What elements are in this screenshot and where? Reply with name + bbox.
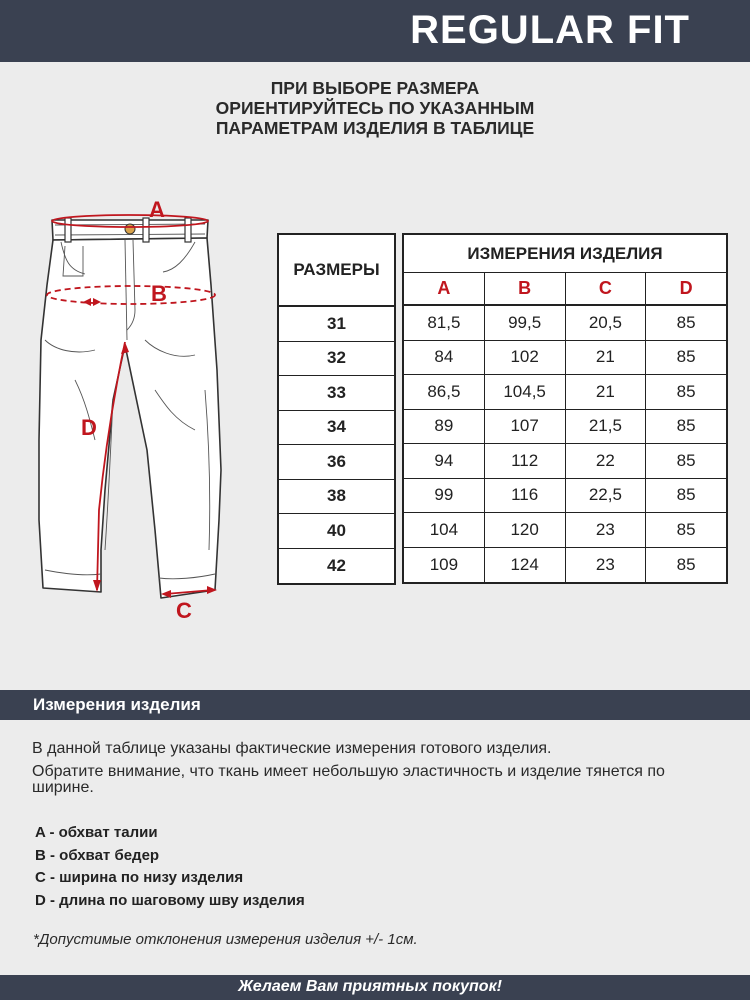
sizes-header: РАЗМЕРЫ bbox=[279, 235, 394, 307]
cell-d: 85 bbox=[676, 450, 696, 470]
cell-b: 112 bbox=[485, 444, 566, 478]
intro-line-1: ПРИ ВЫБОРЕ РАЗМЕРА bbox=[270, 78, 480, 98]
section-title: Измерения изделия bbox=[33, 695, 201, 714]
label-a: A bbox=[149, 197, 165, 222]
tolerance-note: *Допустимые отклонения измерения изделия +/- 1см. bbox=[33, 931, 418, 948]
table-row bbox=[404, 375, 726, 410]
cell-c: 21,5 bbox=[566, 410, 647, 444]
bottom-banner bbox=[0, 975, 750, 1000]
sizes-table bbox=[277, 233, 396, 585]
size-cell: 38 bbox=[279, 480, 394, 515]
measurements-header: ИЗМЕРЕНИЯ ИЗДЕЛИЯ bbox=[404, 235, 726, 273]
cell-a: 99 bbox=[404, 479, 485, 513]
cell-b: 102 bbox=[485, 341, 566, 375]
size-cell: 42 bbox=[327, 555, 346, 575]
cell-d: 85 bbox=[676, 554, 696, 574]
cell-a: 104 bbox=[404, 513, 485, 547]
cell-c: 23 bbox=[566, 548, 647, 583]
cell-c: 21 bbox=[566, 375, 647, 409]
measurement-legend bbox=[35, 822, 305, 912]
cell-a: 86,5 bbox=[404, 375, 485, 409]
cell-c: 23 bbox=[566, 513, 647, 547]
description-paragraph-2: Обратите внимание, что ткань имеет небольшую эластичность и изделие тянется по ширине. bbox=[32, 763, 665, 796]
footer-text: Желаем Вам приятных покупок! bbox=[238, 978, 502, 995]
cell-a: 89 bbox=[404, 410, 485, 444]
legend-item: B - обхват бедер bbox=[35, 846, 160, 864]
cell-b: 104,5 bbox=[485, 375, 566, 409]
cell-c: 22 bbox=[566, 444, 647, 478]
table-row bbox=[404, 513, 726, 548]
jeans-icon bbox=[25, 190, 245, 630]
cell-d: 85 bbox=[676, 381, 696, 401]
intro-text bbox=[0, 78, 750, 138]
intro-line-2: ОРИЕНТИРУЙТЕСЬ ПО УКАЗАННЫМ bbox=[215, 98, 535, 118]
column-label-c: C bbox=[566, 273, 647, 304]
cell-b: 116 bbox=[485, 479, 566, 513]
cell-a: 109 bbox=[404, 548, 485, 583]
fit-title: REGULAR FIT bbox=[410, 8, 690, 52]
table-row bbox=[404, 548, 726, 583]
size-cell: 33 bbox=[279, 376, 394, 411]
table-row bbox=[404, 306, 726, 341]
section-header bbox=[0, 690, 750, 720]
cell-b: 124 bbox=[485, 548, 566, 583]
cell-a: 94 bbox=[404, 444, 485, 478]
cell-c: 21 bbox=[566, 341, 647, 375]
legend-item: A - обхват талии bbox=[35, 824, 158, 841]
measurements-table bbox=[402, 233, 728, 584]
cell-c: 20,5 bbox=[566, 306, 647, 340]
description-paragraph-1: В данной таблице указаны фактические измерения готового изделия. bbox=[32, 740, 552, 757]
size-cell: 34 bbox=[279, 411, 394, 446]
size-cell: 32 bbox=[279, 342, 394, 377]
cell-b: 120 bbox=[485, 513, 566, 547]
legend-item: D - длина по шаговому шву изделия bbox=[35, 891, 305, 909]
cell-c: 22,5 bbox=[566, 479, 647, 513]
cell-d: 85 bbox=[676, 416, 696, 436]
intro-line-3: ПАРАМЕТРАМ ИЗДЕЛИЯ В ТАБЛИЦЕ bbox=[215, 118, 535, 138]
column-label-d: D bbox=[679, 278, 693, 298]
table-row bbox=[404, 444, 726, 479]
cell-d: 85 bbox=[676, 347, 696, 367]
size-cell: 36 bbox=[279, 445, 394, 480]
label-c: C bbox=[176, 598, 192, 623]
cell-a: 84 bbox=[404, 341, 485, 375]
cell-d: 85 bbox=[676, 485, 696, 505]
table-row bbox=[404, 410, 726, 445]
cell-a: 81,5 bbox=[404, 306, 485, 340]
top-banner bbox=[0, 0, 750, 62]
cell-b: 99,5 bbox=[485, 306, 566, 340]
table-row bbox=[404, 479, 726, 514]
label-d: D bbox=[81, 415, 97, 440]
cell-b: 107 bbox=[485, 410, 566, 444]
description bbox=[32, 741, 722, 803]
column-label-b: B bbox=[485, 273, 566, 304]
cell-d: 85 bbox=[676, 519, 696, 539]
legend-item: C - ширина по низу изделия bbox=[35, 869, 244, 886]
column-letters-row bbox=[404, 273, 726, 306]
size-cell: 40 bbox=[279, 514, 394, 549]
cell-d: 85 bbox=[676, 312, 696, 332]
size-cell: 31 bbox=[279, 307, 394, 342]
label-b: B bbox=[151, 281, 167, 306]
table-row bbox=[404, 341, 726, 376]
column-label-a: A bbox=[404, 273, 485, 304]
